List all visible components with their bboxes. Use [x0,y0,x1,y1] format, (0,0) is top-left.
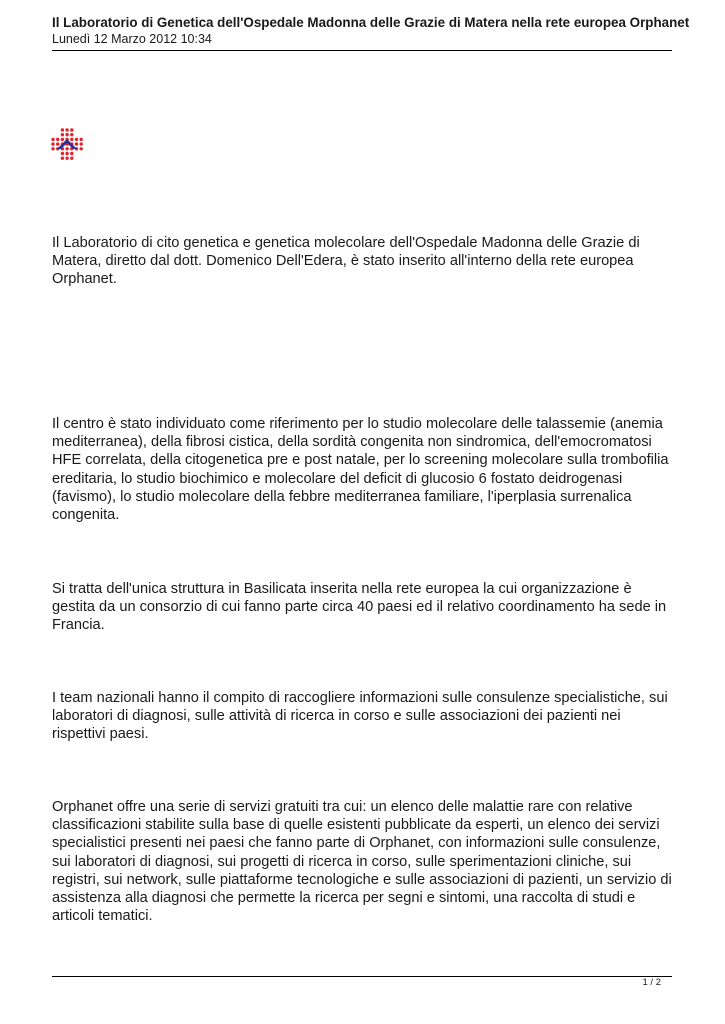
logo-dot [80,138,83,141]
logo-dot [61,128,64,131]
logo-dot [70,133,73,136]
page-number: 1 / 2 [642,977,661,988]
logo-dot [51,147,54,150]
header-divider [52,50,672,51]
logo-dot [61,157,64,160]
logo-dot [51,142,54,145]
logo-dot [61,133,64,136]
dotted-cross-logo-icon [50,127,84,161]
article-paragraph: Il Laboratorio di cito genetica e genetica molecolare dell'Ospedale Madonna delle Grazie di Matera, diretto dal dott. Domenico Dell'Edera, è stato inserito all'interno della rete europea Orphanet. [52,235,640,288]
logo-dot [70,157,73,160]
logo-dot [75,142,78,145]
logo-dot [70,138,73,141]
logo-dot [65,133,68,136]
logo-dot [61,152,64,155]
page-header [52,14,690,47]
logo-dot [75,138,78,141]
article-paragraph: Il centro è stato individuato come riferimento per lo studio molecolare delle talassemie (anemia mediterranea), della fibrosi cistica, della sordità congenita non sindromica, dell'emocromatosi HFE correlata, della citogenetica pre e post natale, per lo screening molecolare sulla trombofilia ereditaria, lo studio biochimico e molecolare del deficit di glucosio 6 fostato deidrogenasi (favismo), lo studio molecolare della febbre mediterranea familiare, l'iperplasia surrenalica congenita. [52,416,669,524]
article-title: Il Laboratorio di Genetica dell'Ospedale Madonna delle Grazie di Matera nella rete europea Orphanet [52,15,690,30]
logo-dot [65,147,68,150]
logo-dot [65,157,68,160]
logo-dot [65,152,68,155]
logo-dot [80,142,83,145]
logo-dot [65,128,68,131]
article-paragraph: Orphanet offre una serie di servizi gratuiti tra cui: un elenco delle malattie rare con relative classificazioni stabilite sulla base di quelle esistenti pubblicate da esperti, un elenco dei servizi specialistici presenti nei paesi che fanno parte di Orphanet, con informazioni sulle consulenze, sui laboratori di diagnosi, sui progetti di ricerca in corso, sulle sperimentazioni cliniche, sui registri, sui network, sulle piattaforme tecnologiche e sulle associazioni di pazienti, un servizio di assistenza alla diagnosi che permette la ricerca per segni e sintomi, una raccolta di studi e articoli tematici. [52,799,672,925]
article-date: Lunedì 12 Marzo 2012 10:34 [52,32,212,46]
logo-dot [80,147,83,150]
logo-dot [61,138,64,141]
logo-dot [56,138,59,141]
logo-dot [56,142,59,145]
logo-dot [70,152,73,155]
article-paragraph: Si tratta dell'unica struttura in Basilicata inserita nella rete europea la cui organizzazione è gestita da un consorzio di cui fanno parte circa 40 paesi ed il relativo coordinamento ha sede in Francia. [52,581,667,634]
logo-dot [70,128,73,131]
logo-graphic [50,127,84,161]
footer-divider [52,976,672,977]
article-paragraph: I team nazionali hanno il compito di raccogliere informazioni sulle consulenze specialistiche, sui laboratori di diagnosi, sulle attività di ricerca in corso e sulle associazioni dei pazienti nei rispettivi paesi. [52,690,668,743]
logo-dot [51,138,54,141]
